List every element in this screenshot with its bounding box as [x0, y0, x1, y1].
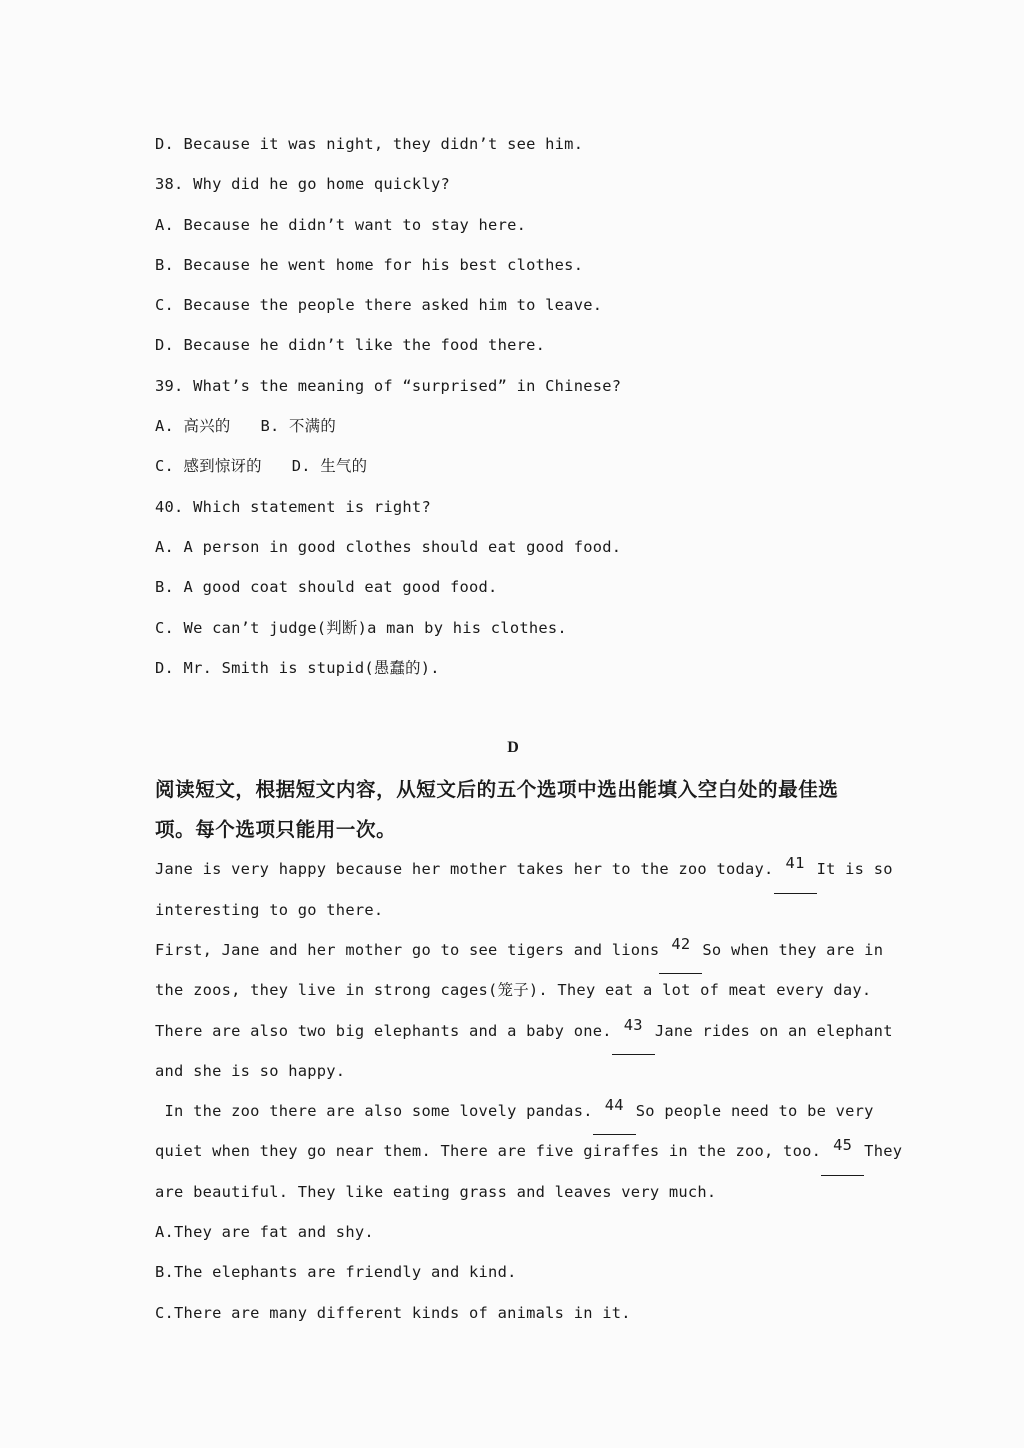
passage-text: So people need to be very — [635, 1102, 874, 1121]
q40-question: 40. Which statement is right? — [155, 497, 431, 516]
passage-text: First, Jane and her mother go to see tigers and lions — [155, 940, 660, 959]
q39-option-d: D. 生气的 — [291, 457, 368, 476]
passage-line — [155, 934, 884, 974]
worksheet-page — [155, 128, 903, 1337]
q40-option-b: B. A good coat should eat good food. — [155, 578, 498, 597]
passage-line — [155, 1135, 903, 1175]
passage-line: and she is so happy. — [155, 1061, 346, 1080]
q39-options-row-2 — [155, 450, 871, 490]
q39-option-a: A. 高兴的 — [155, 417, 231, 436]
instruction-line-1: 阅读短文，根据短文内容，从短文后的五个选项中选出能填入空白处的最佳选 — [155, 777, 839, 801]
passage-text: Jane rides on an elephant — [654, 1021, 893, 1040]
q39-options-row-1 — [155, 410, 871, 450]
passage-line — [155, 1095, 874, 1135]
passage-line: interesting to go there. — [155, 900, 384, 919]
answer-option-c: C.There are many different kinds of animals in it. — [155, 1303, 631, 1322]
q38-option-b: B. Because he went home for his best clothes. — [155, 255, 584, 274]
answer-option-a: A.They are fat and shy. — [155, 1223, 374, 1242]
q40-option-c: C. We can’t judge(判断)a man by his clothes. — [155, 618, 567, 637]
passage-text: In the zoo there are also some lovely pandas. — [155, 1102, 593, 1121]
q38-option-a: A. Because he didn’t want to stay here. — [155, 215, 527, 234]
blank-43: 43 — [612, 1015, 655, 1055]
blank-45: 45 — [821, 1135, 864, 1175]
section-heading: D — [507, 739, 519, 757]
passage-text: Jane is very happy because her mother takes her to the zoo today. — [155, 860, 774, 879]
q38-option-c: C. Because the people there asked him to leave. — [155, 296, 603, 315]
q38-question: 38. Why did he go home quickly? — [155, 175, 450, 194]
answer-option-b: B.The elephants are friendly and kind. — [155, 1263, 517, 1282]
blank-44: 44 — [593, 1095, 636, 1135]
q39-option-b: B. 不满的 — [260, 417, 336, 436]
passage-line — [155, 853, 893, 893]
blank-41: 41 — [774, 853, 817, 893]
q39-question: 39. What’s the meaning of “surprised” in Chinese? — [155, 376, 622, 395]
passage-text: It is so — [816, 860, 893, 879]
passage-text: So when they are in — [702, 940, 884, 959]
passage-line: the zoos, they live in strong cages(笼子). They eat a lot of meat every day. — [155, 981, 872, 1000]
passage-line: are beautiful. They like eating grass and leaves very much. — [155, 1182, 717, 1201]
passage-text: There are also two big elephants and a baby one. — [155, 1021, 612, 1040]
q37-option-d: D. Because it was night, they didn’t see him. — [155, 135, 584, 153]
instruction-line-2: 项。每个选项只能用一次。 — [155, 818, 397, 842]
q40-option-d: D. Mr. Smith is stupid(愚蠢的). — [155, 658, 440, 677]
section-spacer — [155, 692, 871, 732]
passage-line — [155, 1015, 893, 1055]
q40-option-a: A. A person in good clothes should eat good food. — [155, 537, 622, 556]
blank-42: 42 — [659, 934, 702, 974]
passage-text: They — [864, 1142, 903, 1161]
q39-option-c: C. 感到惊讶的 — [155, 457, 262, 476]
passage-text: quiet when they go near them. There are five giraffes in the zoo, too. — [155, 1142, 822, 1161]
q38-option-d: D. Because he didn’t like the food there. — [155, 336, 546, 355]
